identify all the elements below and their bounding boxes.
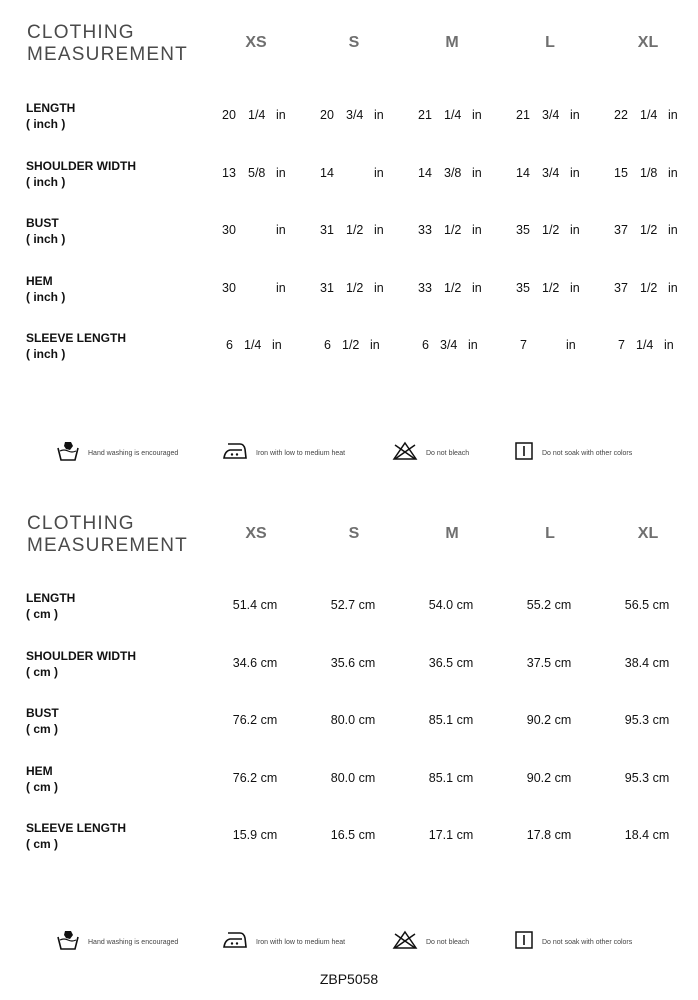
- row-label-name: HEM: [26, 764, 53, 778]
- value-whole: 31: [320, 281, 334, 295]
- row-label: [26, 590, 75, 622]
- cm-value-cell: 36.5 cm: [428, 656, 474, 670]
- care-text: Iron with low to medium heat: [256, 449, 346, 457]
- product-code: ZBP5058: [319, 971, 379, 987]
- value-fraction: 5/8: [248, 166, 266, 180]
- cm-value-cell: 90.2 cm: [526, 713, 572, 727]
- value-fraction: 1/4: [444, 108, 462, 122]
- row-label: [26, 158, 136, 190]
- size-header-s: S: [348, 525, 360, 542]
- value-unit: in: [370, 338, 380, 352]
- cm-value-cell: 54.0 cm: [428, 598, 474, 612]
- value-unit: in: [276, 108, 286, 122]
- cm-value-cell: 85.1 cm: [428, 713, 474, 727]
- cm-value-cell: 76.2 cm: [232, 713, 278, 727]
- care-text: Do not bleach: [426, 938, 470, 946]
- value-whole: 33: [418, 223, 432, 237]
- row-label: [26, 648, 136, 680]
- iron-icon: [222, 441, 248, 466]
- value-fraction: 1/8: [640, 166, 658, 180]
- cm-value-cell: 16.5 cm: [330, 828, 376, 842]
- value-fraction: 3/4: [542, 108, 560, 122]
- care-text: Hand washing is encouraged: [88, 938, 179, 946]
- care-text: Do not soak with other colors: [542, 938, 633, 946]
- value-unit: in: [374, 223, 384, 237]
- value-whole: 21: [418, 108, 432, 122]
- care-item: [56, 438, 178, 468]
- value-fraction: 3/4: [440, 338, 458, 352]
- care-text: Do not bleach: [426, 449, 470, 457]
- row-label: [26, 330, 126, 362]
- value-fraction: 1/2: [346, 223, 364, 237]
- cm-measurement-section: [0, 491, 698, 961]
- size-header-xl: XL: [637, 525, 659, 542]
- value-whole: 33: [418, 281, 432, 295]
- size-header-xl: XL: [637, 34, 659, 51]
- cm-value-cell: 95.3 cm: [624, 771, 670, 785]
- value-whole: 6: [226, 338, 233, 352]
- cm-value-cell: 90.2 cm: [526, 771, 572, 785]
- row-label-name: SHOULDER WIDTH: [26, 159, 136, 173]
- value-unit: in: [668, 166, 678, 180]
- care-instructions: [0, 927, 698, 957]
- size-header-l: L: [545, 525, 555, 542]
- title-line-2: MEASUREMENT: [27, 44, 188, 65]
- value-whole: 6: [422, 338, 429, 352]
- row-label-unit: ( inch ): [26, 347, 66, 361]
- care-instructions: [0, 438, 698, 468]
- value-unit: in: [570, 166, 580, 180]
- row-label-name: SHOULDER WIDTH: [26, 649, 136, 663]
- inch-measurement-section: [0, 0, 698, 490]
- cm-value-cell: 15.9 cm: [232, 828, 278, 842]
- cm-value-cell: 37.5 cm: [526, 656, 572, 670]
- value-unit: in: [570, 223, 580, 237]
- value-whole: 14: [320, 166, 334, 180]
- value-unit: in: [276, 223, 286, 237]
- value-fraction: 1/2: [640, 281, 658, 295]
- row-label-unit: ( inch ): [26, 117, 66, 131]
- cm-value-cell: 38.4 cm: [624, 656, 670, 670]
- size-header-m: M: [445, 34, 459, 51]
- value-whole: 13: [222, 166, 236, 180]
- value-fraction: 1/4: [244, 338, 262, 352]
- care-item: [222, 927, 345, 957]
- row-label: [26, 100, 75, 132]
- value-unit: in: [374, 281, 384, 295]
- row-label-name: LENGTH: [26, 101, 76, 115]
- value-whole: 37: [614, 223, 628, 237]
- cm-value-cell: 52.7 cm: [330, 598, 376, 612]
- value-fraction: 1/4: [640, 108, 658, 122]
- cm-value-cell: 18.4 cm: [624, 828, 670, 842]
- hand-wash-icon: [56, 929, 80, 956]
- cm-value-cell: 85.1 cm: [428, 771, 474, 785]
- value-unit: in: [472, 166, 482, 180]
- value-fraction: 1/2: [346, 281, 364, 295]
- row-label-unit: ( cm ): [26, 837, 59, 851]
- no-soak-icon: [514, 930, 534, 955]
- row-label-unit: ( cm ): [26, 607, 59, 621]
- value-unit: in: [272, 338, 282, 352]
- care-item: [392, 927, 469, 957]
- value-whole: 6: [324, 338, 331, 352]
- size-header-s: S: [348, 34, 360, 51]
- value-fraction: 1/2: [444, 281, 462, 295]
- value-unit: in: [668, 281, 678, 295]
- value-whole: 21: [516, 108, 530, 122]
- care-item: [222, 438, 345, 468]
- value-unit: in: [472, 281, 482, 295]
- value-fraction: 1/4: [248, 108, 266, 122]
- value-fraction: 1/2: [342, 338, 360, 352]
- row-label-name: BUST: [26, 706, 59, 720]
- row-label-unit: ( inch ): [26, 175, 66, 189]
- value-unit: in: [276, 166, 286, 180]
- value-fraction: 1/4: [636, 338, 654, 352]
- row-label-unit: ( inch ): [26, 232, 66, 246]
- value-whole: 31: [320, 223, 334, 237]
- row-label-name: SLEEVE LENGTH: [26, 821, 127, 835]
- cm-value-cell: 56.5 cm: [624, 598, 670, 612]
- row-label: [26, 215, 65, 247]
- iron-icon: [222, 930, 248, 955]
- value-whole: 35: [516, 281, 530, 295]
- no-bleach-icon: [392, 441, 418, 466]
- row-label-unit: ( inch ): [26, 290, 66, 304]
- value-whole: 14: [418, 166, 432, 180]
- cm-value-cell: 17.8 cm: [526, 828, 572, 842]
- title-line-1: CLOTHING: [27, 513, 135, 534]
- row-label-unit: ( cm ): [26, 722, 59, 736]
- section-title: [27, 513, 188, 557]
- value-unit: in: [570, 108, 580, 122]
- care-item: [392, 438, 469, 468]
- value-fraction: 1/2: [640, 223, 658, 237]
- size-header-xs: XS: [245, 525, 267, 542]
- cm-value-cell: 95.3 cm: [624, 713, 670, 727]
- row-label-name: HEM: [26, 274, 53, 288]
- section-title: [27, 22, 188, 66]
- row-label-name: BUST: [26, 216, 59, 230]
- title-line-2: MEASUREMENT: [27, 535, 188, 556]
- care-text: Hand washing is encouraged: [88, 449, 179, 457]
- value-whole: 37: [614, 281, 628, 295]
- value-unit: in: [468, 338, 478, 352]
- no-soak-icon: [514, 441, 534, 466]
- value-unit: in: [668, 223, 678, 237]
- cm-value-cell: 55.2 cm: [526, 598, 572, 612]
- value-fraction: 3/4: [542, 166, 560, 180]
- row-label-unit: ( cm ): [26, 780, 59, 794]
- row-label-unit: ( cm ): [26, 665, 59, 679]
- care-item: [514, 438, 632, 468]
- size-header-m: M: [445, 525, 459, 542]
- value-unit: in: [566, 338, 576, 352]
- no-bleach-icon: [392, 930, 418, 955]
- care-text: Do not soak with other colors: [542, 449, 633, 457]
- value-whole: 7: [618, 338, 625, 352]
- hand-wash-icon: [56, 440, 80, 467]
- value-whole: 20: [222, 108, 236, 122]
- title-line-1: CLOTHING: [27, 22, 135, 43]
- cm-value-cell: 80.0 cm: [330, 771, 376, 785]
- value-fraction: 1/2: [444, 223, 462, 237]
- value-unit: in: [472, 108, 482, 122]
- cm-value-cell: 80.0 cm: [330, 713, 376, 727]
- value-fraction: 3/8: [444, 166, 462, 180]
- row-label-name: SLEEVE LENGTH: [26, 331, 127, 345]
- row-label-name: LENGTH: [26, 591, 76, 605]
- value-unit: in: [664, 338, 674, 352]
- care-text: Iron with low to medium heat: [256, 938, 346, 946]
- value-fraction: 1/2: [542, 223, 560, 237]
- value-unit: in: [276, 281, 286, 295]
- size-header-l: L: [545, 34, 555, 51]
- value-unit: in: [374, 108, 384, 122]
- cm-value-cell: 35.6 cm: [330, 656, 376, 670]
- cm-value-cell: 17.1 cm: [428, 828, 474, 842]
- cm-value-cell: 76.2 cm: [232, 771, 278, 785]
- value-whole: 35: [516, 223, 530, 237]
- value-whole: 7: [520, 338, 527, 352]
- value-fraction: 3/4: [346, 108, 364, 122]
- care-item: [56, 927, 178, 957]
- row-label: [26, 820, 126, 852]
- row-label: [26, 273, 65, 305]
- value-whole: 30: [222, 223, 236, 237]
- value-unit: in: [668, 108, 678, 122]
- size-header-xs: XS: [245, 34, 267, 51]
- row-label: [26, 763, 58, 795]
- cm-value-cell: 34.6 cm: [232, 656, 278, 670]
- value-fraction: 1/2: [542, 281, 560, 295]
- value-whole: 22: [614, 108, 628, 122]
- value-whole: 14: [516, 166, 530, 180]
- cm-value-cell: 51.4 cm: [232, 598, 278, 612]
- row-label: [26, 705, 59, 737]
- value-unit: in: [570, 281, 580, 295]
- value-whole: 20: [320, 108, 334, 122]
- value-whole: 30: [222, 281, 236, 295]
- value-unit: in: [374, 166, 384, 180]
- value-unit: in: [472, 223, 482, 237]
- care-item: [514, 927, 632, 957]
- value-whole: 15: [614, 166, 628, 180]
